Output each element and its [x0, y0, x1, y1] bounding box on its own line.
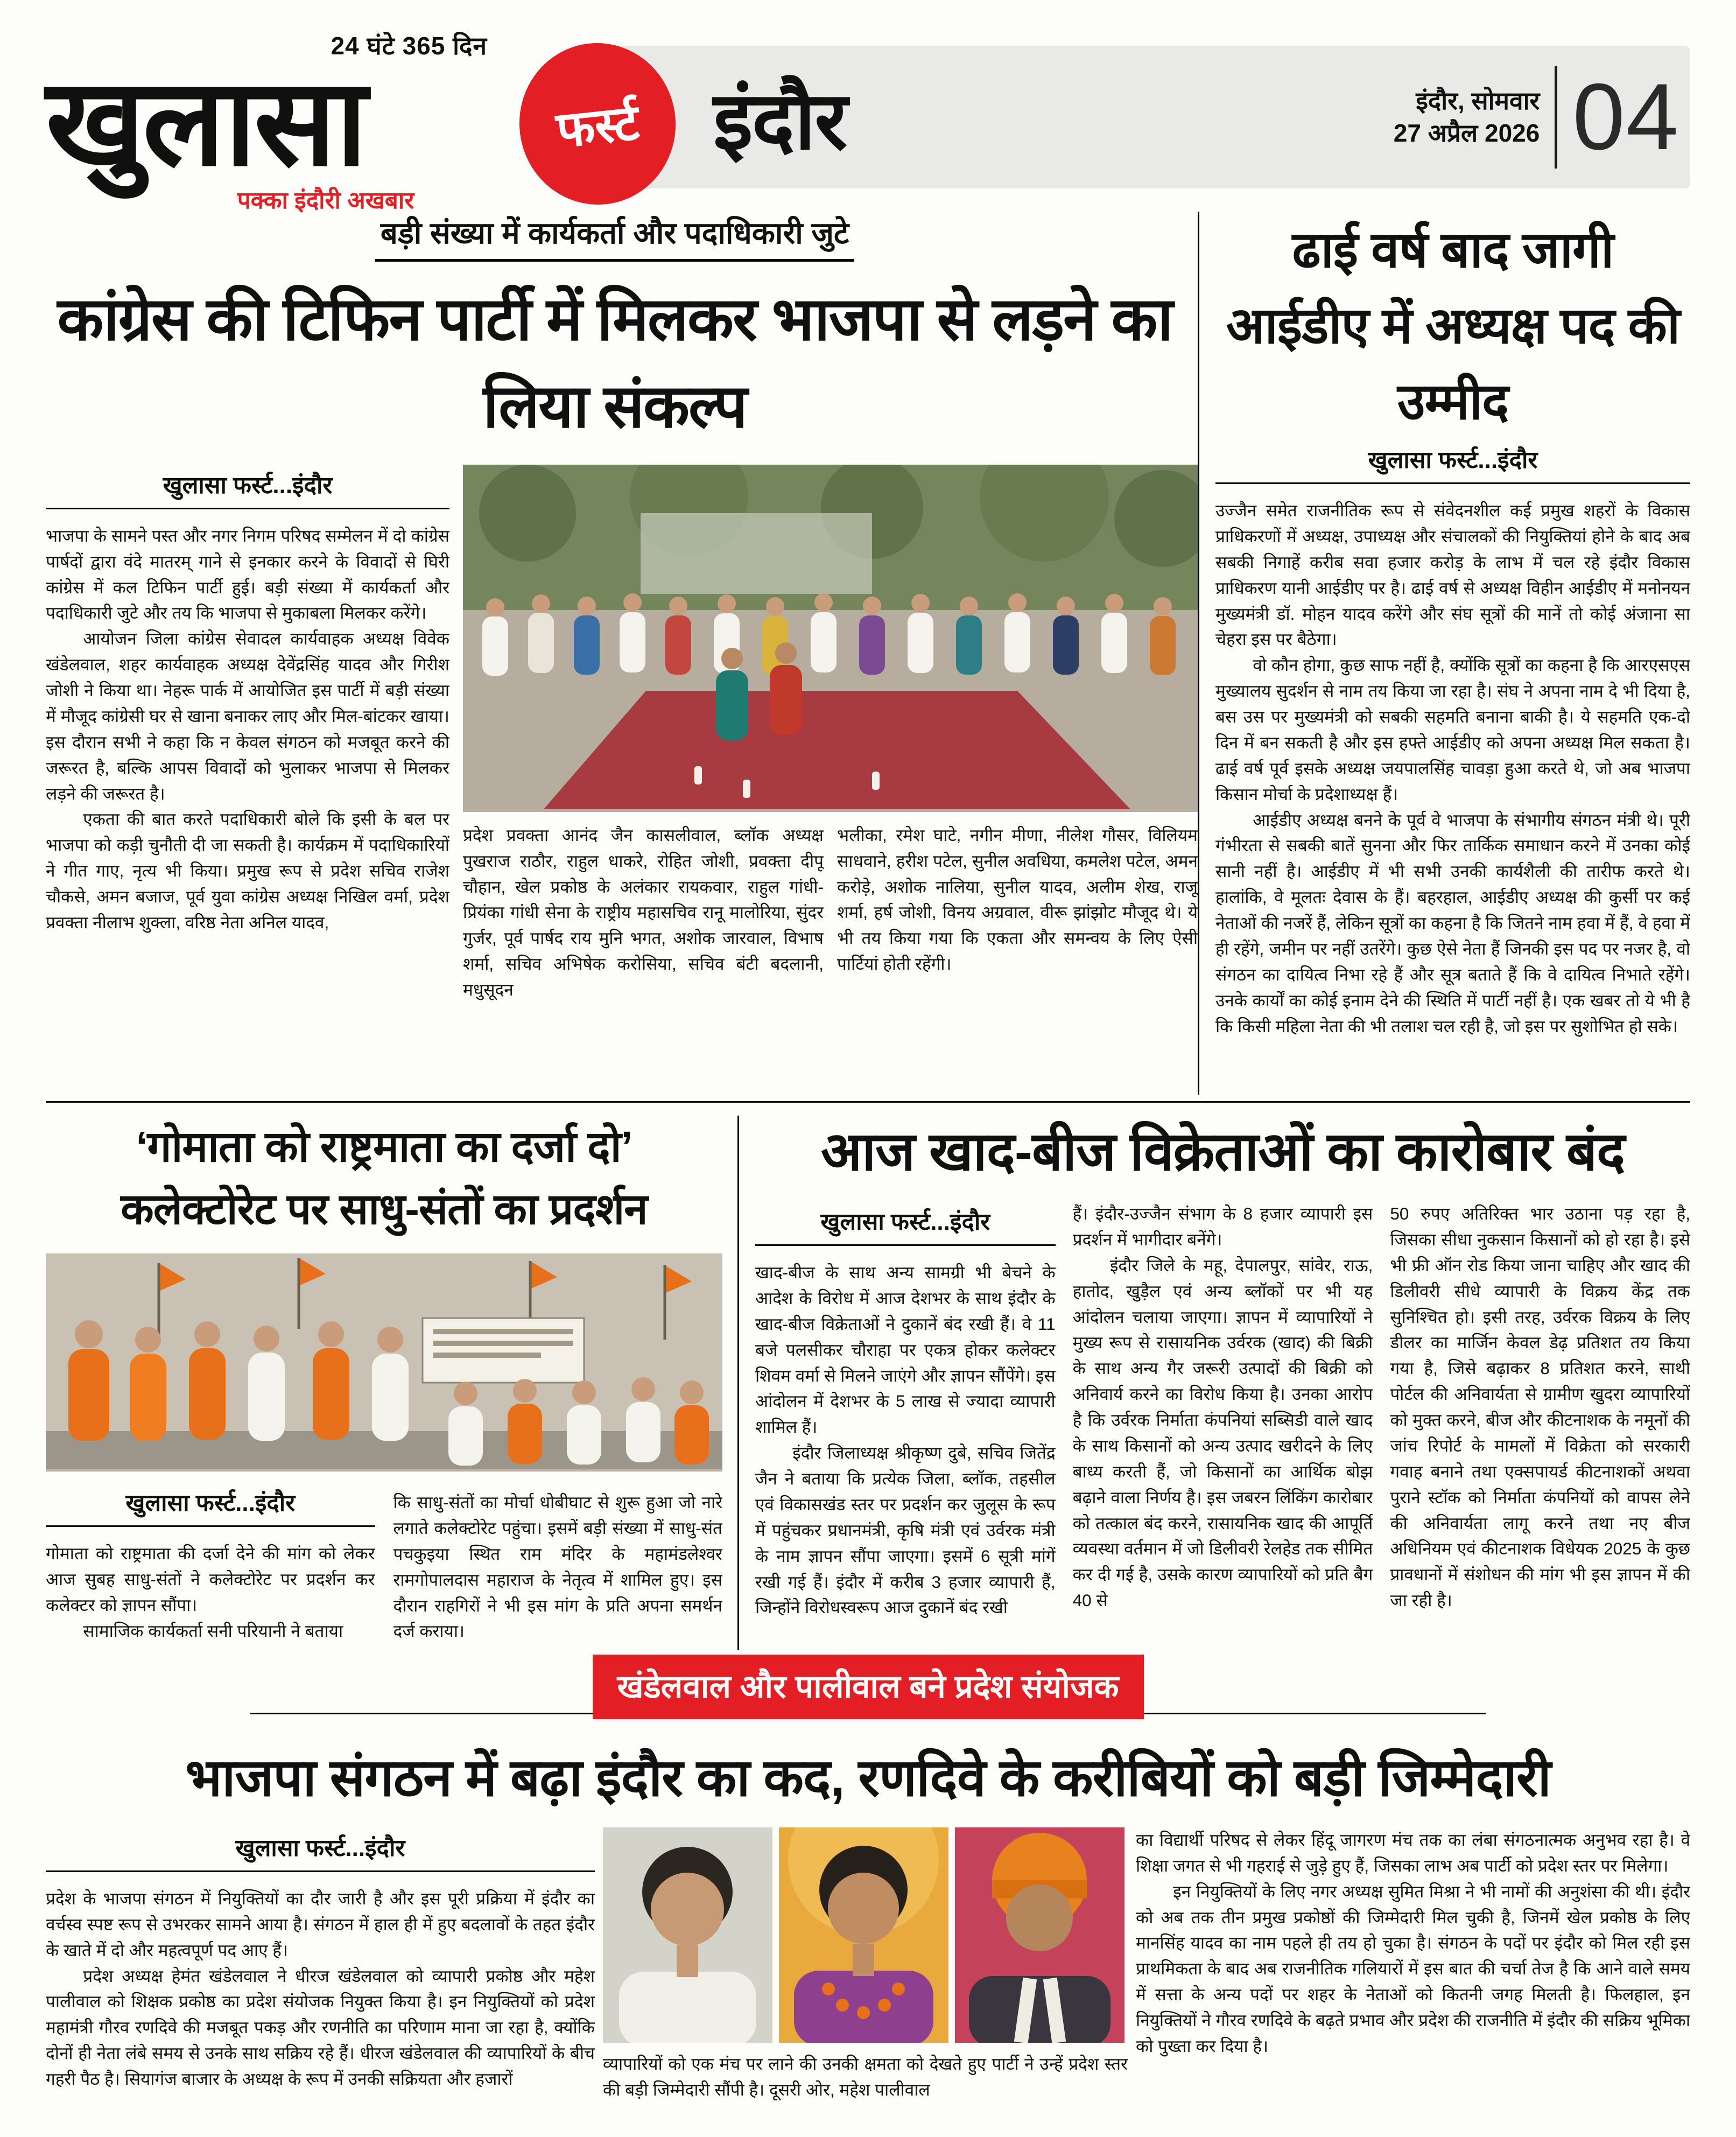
bjp-column-2 [603, 1827, 1128, 2129]
edition-label: इंदौर [713, 75, 847, 166]
page-number: 04 [1572, 65, 1679, 170]
logo-tagline-top: 24 घंटे 365 दिन [331, 32, 487, 60]
byline: खुलासा फर्स्ट...इंदौर [235, 1834, 405, 1861]
byline: खुलासा फर्स्ट...इंदौर [1368, 447, 1538, 473]
newspaper-logo: खुलासा [46, 54, 366, 190]
bjp-banner-row [46, 1655, 1690, 1735]
khad-column-3 [1390, 1201, 1690, 1621]
article-paragraph: कि साधु-संतों का मोर्चा धोबीघाट से शुरू हुआ जो नारे लगाते कलेक्टोरेट पहुंचा। इसमें बड़ी संख्या में साधु-संत पचकुइया स्थित राम मंदिर के महामंडलेश्वर रामगोपालदास महाराज के नेतृत्व में शामिल हुए। इस दौरान राहगिरों ने भी इस मांग के प्रति अपना समर्थन दर्ज कराया। [393, 1493, 722, 1641]
headline-ida: ढाई वर्ष बाद जागी आईडीए में अध्यक्ष पद की उम्मीद [1226, 221, 1680, 430]
masthead [46, 24, 1690, 214]
article-paragraph: आईडीए अध्यक्ष बनने के पूर्व वे भाजपा के संभागीय संगठन मंत्री थे। पूरी गंभीरता से सबकी बातें सुनना और फिर तार्किक समाधान करने में उनका कोई सानी नहीं है। आईडीए में भी सभी उनकी कार्यशैली की तारीफ करते थे। हालांकि, वे मूलतः देवास के हैं। बहरहाल, आईडीए अध्यक्ष की कुर्सी पर कई नेताओं की नजरें हैं, लेकिन सूत्रों का कहना है कि जितने नाम हवा में हैं, वे हवा में ही रहेंगे, जमीन पर नहीं उतरेंगे। कुछ ऐसे नेता हैं जिनकी इस पद पर नजर है, वो संगठन का दायित्व निभा रहे हैं और सूत्र बताते हैं कि वे दायित्व निभाते रहेंगे। उनके कार्यों का कोई इनाम देने की स्थिति में पार्टी नहीं है। एक खबर तो ये भी है कि किसी महिला नेता की भी तलाश चल रही है, जो इस पर सुशोभित हो सके। [1215, 810, 1690, 1036]
headline-khad-beej: आज खाद-बीज विक्रेताओं का कारोबार बंद [820, 1122, 1625, 1182]
article-gomata [46, 1116, 737, 1650]
article-paragraph: भलीका, रमेश घाटे, नगीन मीणा, नीलेश गौसर, विलियम साधवाने, हरीश पटेल, सुनील अवधिया, कमलेश पटेल, अमन करोड़े, अशोक नालिया, सुनील यादव, अलीम शेख, राजू शर्मा, हर्ष जोशी, विनय अग्रवाल, वीरू झांझोट मौजूद थे। ये भी तय किया गया कि एकता और समन्वय के लिए ऐसी पार्टियां होती रहेंगी। [837, 825, 1198, 974]
bjp-column-1 [46, 1827, 595, 2129]
article-paragraph: खाद-बीज के साथ अन्य सामग्री भी बेचने के आदेश के विरोध में आज देशभर के साथ इंदौर के खाद-बीज विक्रेताओं ने दुकानें बंद रखी हैं। वे 11 बजे पलसीकर चौराहा पर एकत्र होकर कलेक्टर शिवम वर्मा से मिलने जाएंगे और ज्ञापन सौंपेंगे। इस आंदोलन में देशभर के 5 लाख से ज्यादा व्यापारी शामिल हैं। [755, 1263, 1056, 1437]
byline: खुलासा फर्स्ट...इंदौर [163, 472, 333, 499]
byline-rule [46, 1870, 595, 1872]
masthead-band [579, 46, 1690, 188]
headline-gomata-line2: कलेक्टोरेट पर साधु-संतों का प्रदर्शन [121, 1185, 648, 1233]
byline-rule [1215, 482, 1690, 484]
article-paragraph: 50 रुपए अतिरिक्त भार उठाना पड़ रहा है, जिसका सीधा नुकसान किसानों को हो रहा है। इसे भी फ्री ऑन रोड किया जाना चाहिए और खाद की डिलीवरी सीधे व्यापारी के विक्रय केंद्र तक सुनिश्चित हो। इसी तरह, उर्वरक विक्रय के लिए डीलर का मार्जिन केवल डेढ़ प्रतिशत तय किया गया है, जिसे बढ़ाकर 8 प्रतिशत करने, साथी पोर्टल की अनिवार्यता से ग्रामीण खुदरा व्यापारियों को मुक्त करने, बीज और कीटनाशक के नमूनों की जांच रिपोर्ट के मामलों में विक्रेता को सरकारी गवाह बनाने तथा एक्सपायर्ड कीटनाशकों अथवा पुराने स्टॉक को निर्माता कंपनियों को वापस लेने की अनिवार्यता लागू करने तथा नए बीज अधिनियम एवं कीटनाशक विधेयक 2025 के कुछ प्रावधानों में संशोधन की मांग भी इस ज्ञापन में की जा रही है। [1390, 1204, 1690, 1610]
middle-section [46, 1101, 1690, 1650]
portrait-photo-3 [955, 1827, 1124, 2043]
article-paragraph: उज्जैन समेत राजनीतिक रूप से संवेदनशील कई प्रमुख शहरों के विकास प्राधिकरणों में अध्यक्ष, उपाध्यक्ष और संचालकों की नियुक्तियां होने के बाद अब सबकी निगाहें करीब सवा हजार करोड़ के लाभ में चल रहे इंदौर विकास प्राधिकरण यानी आईडीए पर है। ढाई वर्ष से अध्यक्ष विहीन आईडीए में मनोनयन मुख्यमंत्री डॉ. मोहन यादव करेंगे और संघ सूत्रों की मानें तो कोई अंजाना सा चेहरा इस पर बैठेगा। [1215, 501, 1690, 649]
dateline-date: 27 अप्रैल 2026 [1393, 118, 1540, 147]
ida-body [1215, 498, 1690, 1039]
article-paragraph: आयोजन जिला कांग्रेस सेवादल कार्यवाहक अध्यक्ष विवेक खंडेलवाल, शहर कार्यवाहक अध्यक्ष देवेंद्रसिंह यादव और गिरीश जोशी ने किया था। नेहरू पार्क में आयोजित इस पार्टी में बड़ी संख्या में मौजूद कांग्रेसी घर से खाना बनाकर लाए और मिल-बांटकर खाया। इस दौरान सभी ने कहा कि न केवल संगठन को मजबूत करने की जरूरत है, बल्कि आपस विवादों को भुलाकर भाजपा से मिलकर लड़ने की जरूरत है। [46, 629, 449, 803]
bjp-article-columns [46, 1827, 1690, 2129]
bjp-banner: खंडेलवाल और पालीवाल बने प्रदेश संयोजक [593, 1655, 1144, 1719]
article-paragraph: हैं। इंदौर-उज्जैन संभाग के 8 हजार व्यापारी इस प्रदर्शन में भागीदार बनेंगे। [1072, 1204, 1373, 1249]
gomata-column-2 [393, 1482, 723, 1644]
article-tiffin-party [46, 212, 1198, 1095]
date-block [1394, 63, 1690, 171]
article-paragraph: प्रदेश अध्यक्ष हेमंत खंडेलवाल ने धीरज खंडेलवाल को व्यापारी प्रकोष्ठ और महेश पालीवाल को शिक्षक प्रकोष्ठ का प्रदेश संयोजक नियुक्त किया है। इन नियुक्तियों को प्रदेश महामंत्री गौरव रणदिवे की मजबूत पकड़ और रणनीति का परिणाम माना जा रहा है, क्योंकि दोनों ही नेता लंबे समय से उनके साथ सक्रिय रहे हैं। धीरज खंडेलवाल की व्यापारियों के बीच गहरी पैठ है। सियागंज बाजार के अध्यक्ष के रूप में उनकी सक्रियता और हजारों [46, 1966, 595, 2089]
headline-gomata-line1: ‘गोमाता को राष्ट्रमाता का दर्जा दो’ [136, 1123, 632, 1171]
article-paragraph: इंदौर जिले के महू, देपालपुर, सांवेर, राऊ, हातोद, खुड़ैल एवं अन्य ब्लॉकों पर भी यह आंदोलन चलाया जाएगा। ज्ञापन में व्यापारियों ने मुख्य रूप से रासायनिक उर्वरक (खाद) की बिक्री के साथ अन्य गैर जरूरी उत्पादों की बिक्री को अनिवार्य करने का विरोध किया है। उनका आरोप है कि उर्वरक निर्माता कंपनियां सब्सिडी वाले खाद के साथ किसानों को अन्य उत्पाद खरीदने के लिए बाध्य करती हैं, जो किसानों का आर्थिक बोझ बढ़ाने वाला निर्णय है। इस जबरन लिंकिंग कारोबार को तत्काल बंद करने, रासायनिक खाद की आपूर्ति व्यवस्था वर्तमान में जो डिलीवरी रेलहेड तक सीमित कर दी गई है, उसके कारण व्यापारियों को प्रति बैग 40 से [1072, 1255, 1373, 1610]
byline-rule [46, 508, 449, 509]
byline: खुलासा फर्स्ट...इंदौर [820, 1209, 990, 1235]
logo-tagline-bottom: पक्का इंदौरी अखबार [237, 187, 414, 214]
article-ida [1198, 212, 1690, 1095]
bjp-middle-text [603, 2051, 1128, 2103]
article-paragraph: एकता की बात करते पदाधिकारी बोले कि इसी के बल पर भाजपा को कड़ी चुनौती दी जा सकती है। कार्यक्रम में पदाधिकारियों ने गीत गाए, नृत्य भी किया। प्रमुख रूप से प्रदेश सचिव राजेश चौकसे, अमन बजाज, पूर्व युवा कांग्रेस अध्यक्ष निखिल वर्मा, प्रदेश प्रवक्ता नीलाभ शुक्ला, वरिष्ठ नेता अनिल यादव, [46, 809, 449, 932]
byline-rule [755, 1244, 1056, 1246]
sadhu-protest-photo [46, 1253, 722, 1472]
logo-badge-circle: फर्स्ट [511, 36, 684, 213]
article-paragraph: प्रदेश के भाजपा संगठन में नियुक्तियों का दौर जारी है और इस पूरी प्रक्रिया में इंदौर का वर्चस्व स्पष्ट रूप से उभरकर सामने आया है। संगठन में हाल ही में हुए बदलावों के तहत इंदौर के खाते में दो और महत्वपूर्ण पद आए हैं। [46, 1888, 595, 1960]
article-khad-beej [737, 1116, 1690, 1650]
tiffin-column-1 [46, 465, 449, 1003]
tiffin-column-3 [837, 812, 1198, 1003]
khad-column-2 [1073, 1201, 1373, 1621]
kicker: बड़ी संख्या में कार्यकर्ता और पदाधिकारी जुटे [375, 212, 854, 262]
leader-portraits [603, 1827, 1128, 2043]
headline-gomata [46, 1116, 722, 1241]
article-paragraph: इंदौर जिलाध्यक्ष श्रीकृष्ण दुबे, सचिव जितेंद्र जैन ने बताया कि प्रत्येक जिला, ब्लॉक, तहसील एवं विकासखंड स्तर पर प्रदर्शन कर जुलूस के रूप में पहुंचकर प्रधानमंत्री, कृषि मंत्री एवं उर्वरक मंत्री के नाम ज्ञापन सौंपा जाएगा। इसमें 6 सूत्री मांगें रखी गई हैं। इंदौर में करीब 3 हजार व्यापारी हैं, जिन्होंने विरोधस्वरूप आज दुकानें बंद रखी [755, 1443, 1056, 1617]
tiffin-column-2 [463, 812, 824, 1003]
article-paragraph: प्रदेश प्रवक्ता आनंद जैन कासलीवाल, ब्लॉक अध्यक्ष पुखराज राठौर, राहुल धाकरे, रोहित जोशी, प्रवक्ता दीपू चौहान, खेल प्रकोष्ठ के अलंकार रायकवार, राहुल गांधी-प्रियंका गांधी सेना के राष्ट्रीय महासचिव रानू मालोरिया, सुंदर गुर्जर, पूर्व पार्षद राय मुनि भगत, अशोक जारवाल, विभाष शर्मा, सचिव अभिषेक करोसिया, सचिव बंटी बदलानी, मधुसूदन [463, 825, 824, 1000]
dateline [1394, 85, 1540, 150]
article-paragraph: इन नियुक्तियों के लिए नगर अध्यक्ष सुमित मिश्रा ने भी नामों की अनुशंसा की थी। इंदौर को अब तक तीन प्रमुख प्रकोष्ठों की जिम्मेदारी मिल चुकी है, जिनमें खेल प्रकोष्ठ के लिए मानसिंह यादव का नाम पहले ही तय हो चुका है। संगठन के पदों पर इंदौर को मिल रही इस प्राथमिकता के बाद अब राजनीतिक गलियारों में इस बात की चर्चा तेज है कि आने वाले समय में सत्ता के अन्य पदों पर शहर के नेताओं को कितनी जगह मिलती है। फिलहाल, इन नियुक्तियों ने गौरव रणदिवे के बढ़ते प्रभाव और प्रदेश की राजनीति में इंदौर की सक्रिय भूमिका को पुख्ता कर दिया है। [1136, 1881, 1690, 2056]
byline: खुलासा फर्स्ट...इंदौर [125, 1490, 296, 1516]
portrait-photo-2 [779, 1827, 948, 2043]
dateline-city-day: इंदौर, सोमवार [1416, 86, 1540, 115]
dateline-divider [1555, 66, 1557, 169]
headline-bjp: भाजपा संगठन में बढ़ा इंदौर का कद, रणदिवे के करीबियों को बड़ी जिम्मेदारी [185, 1748, 1551, 1807]
bjp-column-3 [1136, 1827, 1690, 2129]
article-paragraph: वो कौन होगा, कुछ साफ नहीं है, क्योंकि सूत्रों का कहना है कि आरएसएस मुख्यालय सुदर्शन से नाम तय किया जा रहा है। संघ ने अपना नाम दे भी दिया है, बस उस पर मुख्यमंत्री को सबकी सहमति बनाना बाकी है। ये सहमति एक-दो दिन में बन सकती है और इस हफ्ते आईडीए को अपना अध्यक्ष मिल सकता है। ढाई वर्ष पूर्व इसके अध्यक्ष जयपालसिंह चावड़ा हुआ करते थे, जो अब भाजपा किसान मोर्चा के प्रदेशाध्यक्ष हैं। [1215, 655, 1690, 804]
tiffin-party-photo [463, 465, 1198, 812]
logo-block [46, 24, 519, 215]
headline-tiffin-party: कांग्रेस की टिफिन पार्टी में मिलकर भाजपा से लड़ने का लिया संकल्प [57, 285, 1172, 440]
gomata-column-1 [46, 1482, 375, 1644]
article-paragraph: गोमाता को राष्ट्रमाता की दर्जा देने की मांग को लेकर आज सुबह साधु-संतों ने कलेक्टोरेट पर प्रदर्शन कर कलेक्टर को ज्ञापन सौंपा। [46, 1544, 375, 1615]
article-paragraph: भाजपा के सामने पस्त और नगर निगम परिषद सम्मेलन में दो कांग्रेस पार्षदों द्वारा वंदे मातरम् गाने से इनकार करने के विवादों से घिरी कांग्रेस में कल टिफिन पार्टी हुई। बड़ी संख्या में कार्यकर्ता और पदाधिकारी जुटे और तय कि भाजपा से मुकाबला मिलकर करेंगे। [46, 526, 449, 623]
portrait-photo-1 [603, 1827, 772, 2043]
main-section [46, 212, 1690, 1095]
article-paragraph: सामाजिक कार्यकर्ता सनी परियानी ने बताया [83, 1621, 343, 1641]
article-paragraph: व्यापारियों को एक मंच पर लाने की उनकी क्षमता को देखते हुए पार्टी ने उन्हें प्रदेश स्तर की बड़ी जिम्मेदारी सौंपी है। दूसरी ओर, महेश पालीवाल [603, 2054, 1128, 2099]
khad-column-1 [755, 1201, 1056, 1621]
article-paragraph: का विद्यार्थी परिषद से लेकर हिंदू जागरण मंच तक का लंबा संगठनात्मक अनुभव रहा है। वे शिक्षा जगत से भी गहराई से जुड़े हुए हैं, जिसका लाभ अब पार्टी को प्रदेश स्तर पर मिलेगा। [1136, 1830, 1690, 1875]
byline-rule [46, 1525, 375, 1527]
